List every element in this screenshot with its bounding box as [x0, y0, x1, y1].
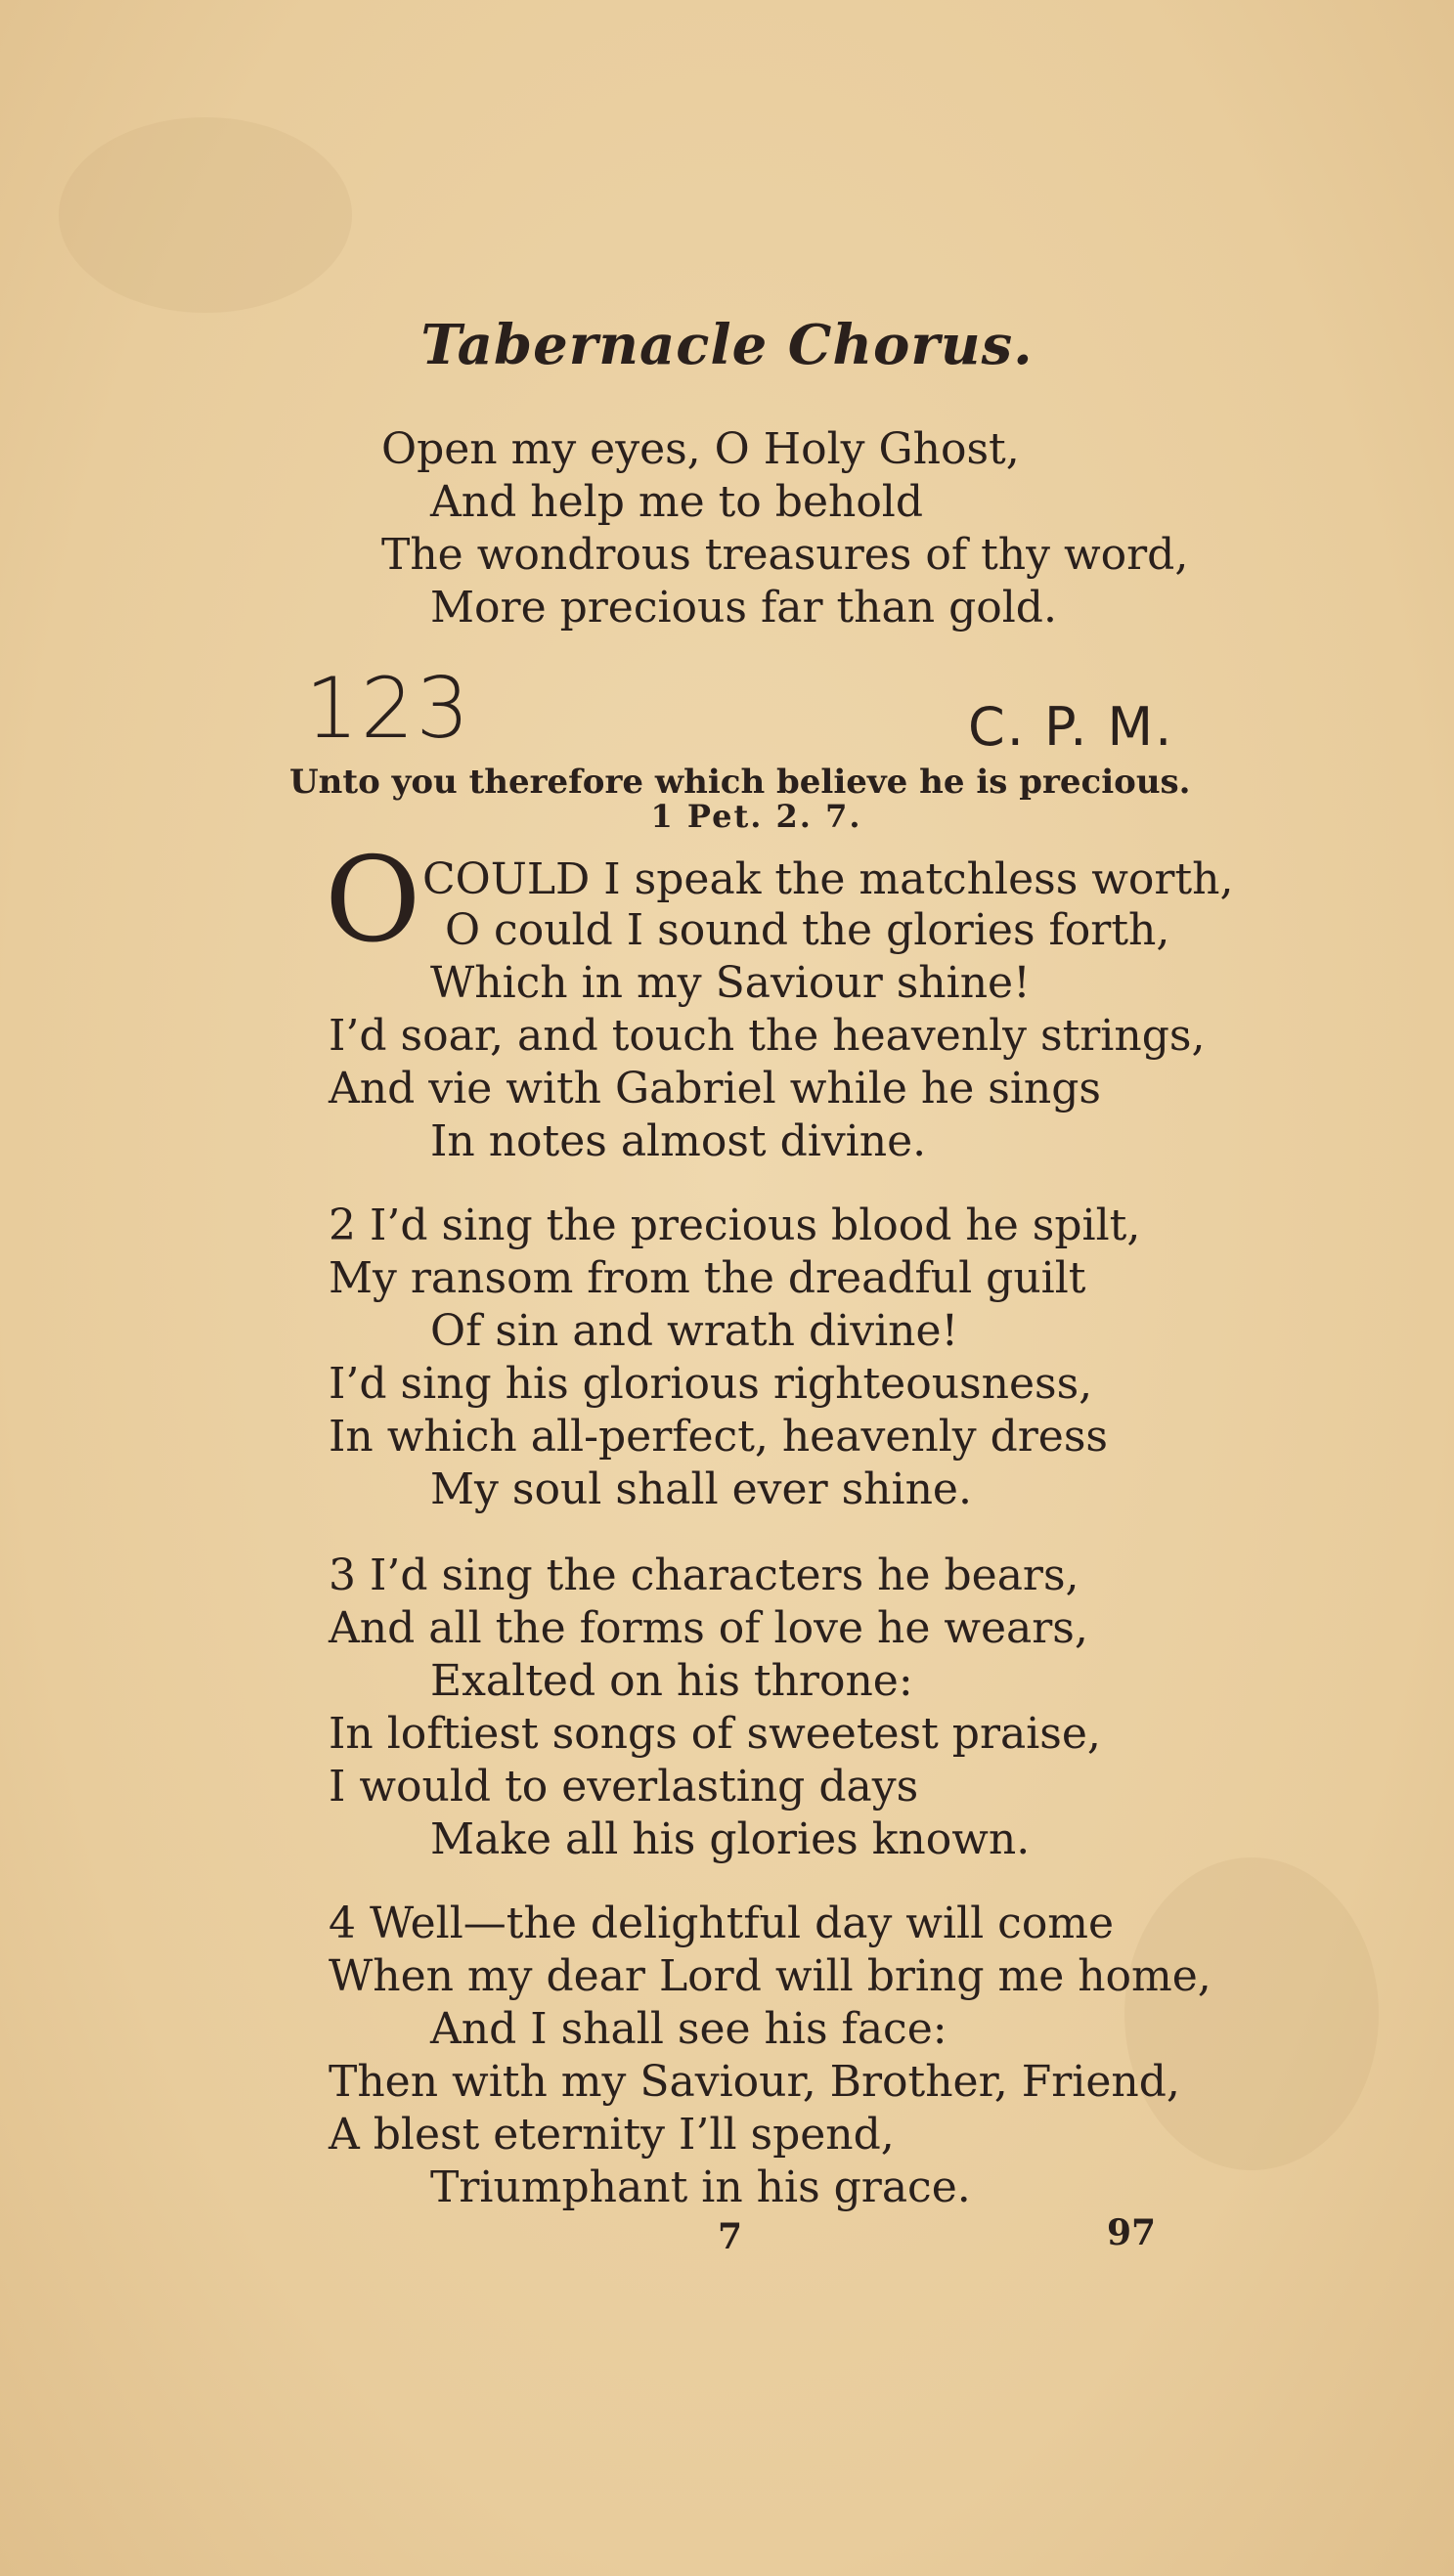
verse-line: I’d soar, and touch the heavenly strings,: [329, 1011, 1206, 1061]
hymn-number: 123: [305, 660, 472, 758]
verse-line: A blest eternity I’ll spend,: [329, 2110, 895, 2160]
verse-line: I’d sing his glorious righteousness,: [329, 1359, 1093, 1409]
verse-line: Then with my Saviour, Brother, Friend,: [329, 2057, 1180, 2107]
scripture-reference: 1 Pet. 2. 7.: [650, 798, 862, 835]
verse-line: When my dear Lord will bring me home,: [329, 1951, 1212, 2001]
paper-stain: [1124, 1857, 1379, 2170]
verse-line: My soul shall ever shine.: [430, 1464, 972, 1514]
verse-line: 3 I’d sing the characters he bears,: [329, 1550, 1079, 1600]
verse-line: And all the forms of love he wears,: [329, 1603, 1088, 1653]
verse-line: And vie with Gabriel while he sings: [329, 1064, 1101, 1113]
verse-line: O could I sound the glories forth,: [445, 905, 1170, 955]
verse-line: Which in my Saviour shine!: [430, 958, 1031, 1008]
signature-mark: 7: [718, 2216, 743, 2257]
verse-line: COULD I speak the matchless worth,: [422, 854, 1234, 904]
verse-line: The wondrous treasures of thy word,: [381, 530, 1189, 580]
verse-line: 4 Well—the delightful day will come: [329, 1899, 1115, 1948]
verse-line: Triumphant in his grace.: [430, 2162, 971, 2212]
verse-line: And help me to behold: [430, 477, 924, 527]
verse-line: Make all his glories known.: [430, 1814, 1031, 1864]
scripture-epigraph: Unto you therefore which believe he is precious.: [289, 763, 1191, 802]
drop-cap: O: [325, 833, 421, 969]
page-number: 97: [1107, 2212, 1157, 2253]
verse-line: More precious far than gold.: [430, 583, 1057, 633]
verse-line: I would to everlasting days: [329, 1762, 919, 1812]
paper-stain: [59, 117, 352, 313]
verse-line: 2 I’d sing the precious blood he spilt,: [329, 1201, 1141, 1250]
verse-line: And I shall see his face:: [430, 2004, 947, 2054]
verse-line: In notes almost divine.: [430, 1116, 927, 1166]
verse-line: In which all-perfect, heavenly dress: [329, 1412, 1109, 1462]
running-title: Tabernacle Chorus.: [420, 313, 1034, 377]
verse-line: In loftiest songs of sweetest praise,: [329, 1709, 1101, 1759]
verse-line: Exalted on his throne:: [430, 1656, 913, 1706]
hymn-meter: C. P. M.: [968, 696, 1174, 758]
verse-line: My ransom from the dreadful guilt: [329, 1253, 1086, 1303]
verse-line: Open my eyes, O Holy Ghost,: [381, 424, 1020, 474]
verse-line: Of sin and wrath divine!: [430, 1306, 959, 1356]
